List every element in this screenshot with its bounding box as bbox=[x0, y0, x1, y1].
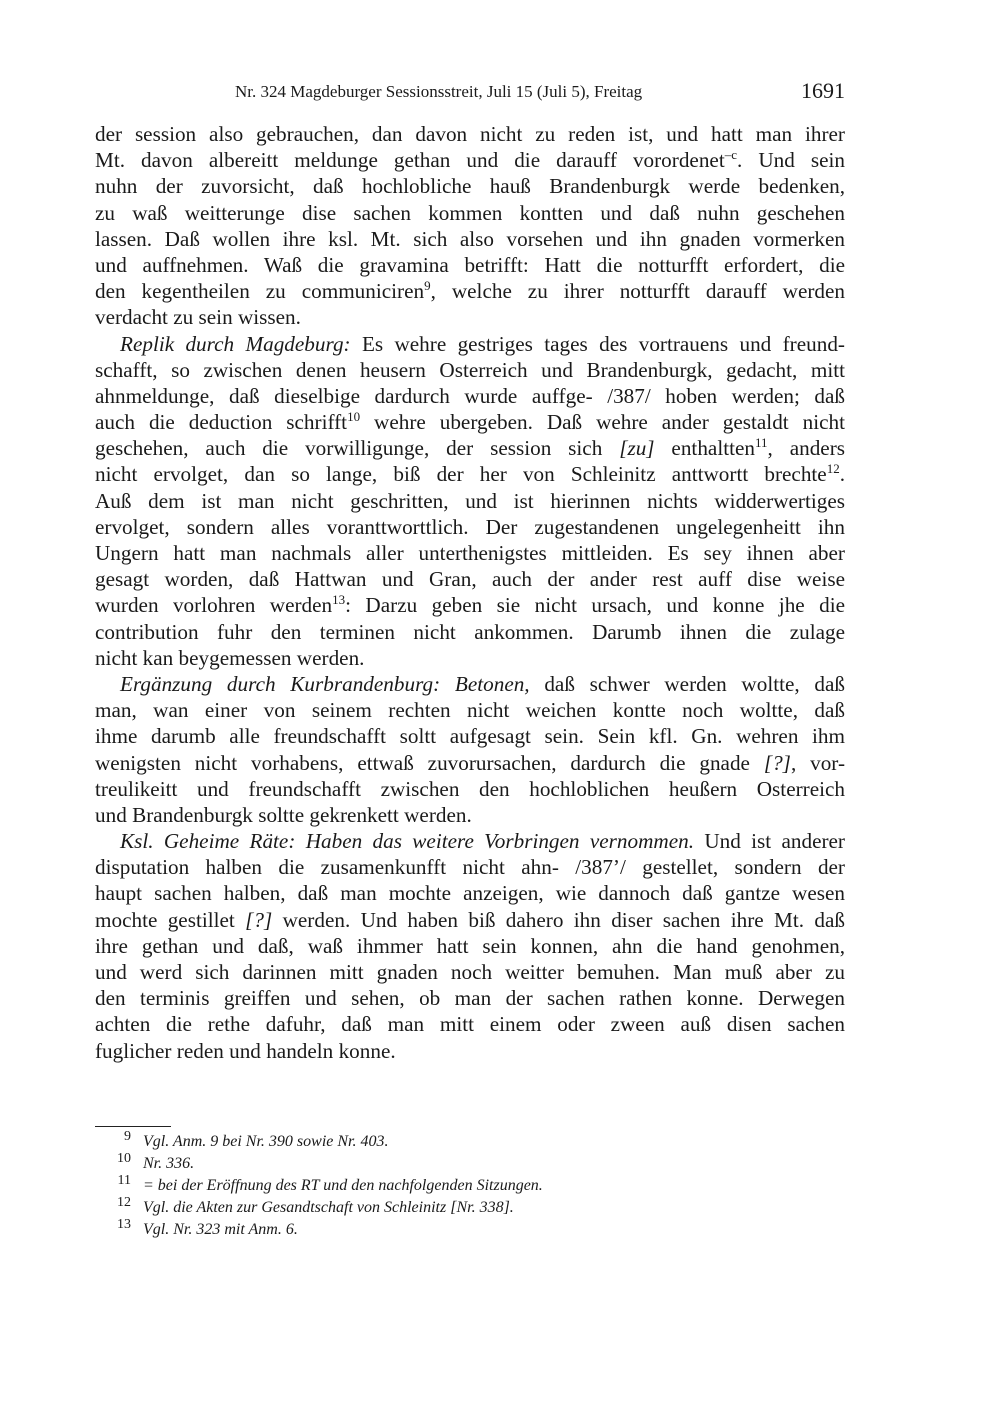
text-span: auch die deduction schrifft bbox=[95, 410, 348, 435]
text-span: nuhn der zuvorsicht, daß hochlobliche hauß Brandenburgk werde bedenken, bbox=[95, 174, 845, 199]
footnote-number: 10 bbox=[117, 1151, 131, 1166]
text-span: den terminis greiffen und sehen, ob man der sachen rathen konne. Derwegen bbox=[95, 986, 845, 1011]
text-line bbox=[95, 357, 845, 383]
footnote-text: = bei der Eröffnung des RT und den nachfolgenden Sitzungen. bbox=[143, 1177, 543, 1194]
footnote-text: Vgl. Anm. 9 bei Nr. 390 sowie Nr. 403. bbox=[143, 1133, 389, 1150]
text-span: . Und sein bbox=[737, 148, 845, 173]
text-line bbox=[95, 592, 845, 618]
text-line bbox=[95, 985, 845, 1011]
text-span: und werd sich darinnen mitt gnaden noch weitter bemuhen. Man muß aber zu bbox=[95, 960, 845, 984]
text-line bbox=[95, 200, 845, 226]
footnote bbox=[95, 1175, 795, 1197]
footnote bbox=[95, 1197, 795, 1219]
text-line bbox=[95, 173, 845, 199]
italic-text: Ergänzung durch Kurbrandenburg: Betonen, bbox=[120, 671, 530, 696]
text-line bbox=[95, 226, 845, 252]
text-line bbox=[95, 435, 845, 461]
text-span: daß schwer werden woltte, daß bbox=[529, 671, 845, 696]
italic-text: [?] bbox=[245, 907, 273, 932]
text-span: achten die rethe dafuhr, daß man mitt einem oder zween auß disen sachen bbox=[95, 1012, 845, 1037]
text-line bbox=[95, 304, 845, 330]
text-span: fuglicher reden und handeln konne. bbox=[95, 1038, 396, 1063]
text-line bbox=[95, 854, 845, 880]
text-span: und auffnehmen. Waß die gravamina betrifft: Hatt die notturfft erfordert, die bbox=[95, 252, 845, 277]
text-span: wehre ubergeben. Daß wehre ander gestaldt nicht bbox=[360, 410, 845, 435]
text-line bbox=[95, 461, 845, 487]
text-span: . bbox=[839, 462, 845, 487]
text-line bbox=[95, 147, 845, 173]
text-line bbox=[95, 907, 845, 933]
text-span: , vor- bbox=[790, 750, 845, 775]
text-span: ahnmeldunge, daß dieselbige dardurch wurde auffge- /387/ hoben werden; daß bbox=[95, 383, 845, 408]
text-span: , welche zu ihrer notturfft darauff werden bbox=[430, 279, 845, 304]
text-span: contribution fuhr den terminen nicht ankommen. Darumb ihnen die zulage bbox=[95, 619, 845, 644]
text-span: disputation halben die zusamenkunfft nicht ahn- /387’/ gestellet, sondern der bbox=[95, 855, 845, 880]
footnote-ref: 12 bbox=[826, 461, 840, 477]
footnote-text: Vgl. Nr. 323 mit Anm. 6. bbox=[143, 1221, 298, 1238]
running-head: Nr. 324 Magdeburger Sessionsstreit, Juli 15 (Juli 5), Freitag bbox=[235, 82, 643, 101]
text-line bbox=[95, 933, 845, 959]
text-span: enthaltten bbox=[654, 436, 755, 461]
text-line bbox=[95, 645, 845, 671]
text-span: schafft, so zwischen denen heusern Osterreich und Brandenburgk, gedacht, mitt bbox=[95, 357, 845, 382]
footnote bbox=[95, 1153, 795, 1175]
page-number: 1691 bbox=[801, 78, 845, 103]
footnote-number: 9 bbox=[124, 1129, 131, 1144]
footnote-ref: 9 bbox=[424, 278, 431, 294]
text-line bbox=[95, 1038, 845, 1064]
text-span: haupt sachen halben, daß man mochte anzeigen, wie dannoch daß gantze wesen bbox=[95, 881, 845, 906]
text-span: : Darzu geben sie nicht ursach, und konne jhe die bbox=[345, 593, 846, 618]
text-line bbox=[95, 880, 845, 906]
footnote-text: Nr. 336. bbox=[143, 1155, 195, 1172]
footnote-number: 13 bbox=[117, 1217, 131, 1232]
text-line bbox=[95, 802, 845, 828]
footnote-ref: 11 bbox=[754, 435, 768, 451]
text-span: wurden vorlohren werden bbox=[95, 593, 333, 618]
text-line bbox=[95, 671, 845, 697]
text-line bbox=[95, 959, 845, 985]
footnote-ref: 10 bbox=[347, 409, 361, 424]
text-span: wenigsten nicht vorhabens, ettwaß zuvorursachen, dardurch die gnade bbox=[95, 750, 764, 775]
text-line bbox=[95, 697, 845, 723]
text-span: zu waß weitterunge dise sachen kommen kontten und daß nuhn geschehen bbox=[95, 200, 845, 225]
text-span: lassen. Daß wollen ihre ksl. Mt. sich also vorsehen und ihn gnaden vormerken bbox=[95, 226, 845, 251]
footnote-number: 12 bbox=[117, 1195, 131, 1210]
text-span: gesagt worden, daß Hattwan und Gran, auch der ander rest auff dise weise bbox=[95, 567, 845, 592]
text-line bbox=[95, 331, 845, 357]
text-span: treulikeitt und freundschafft zwischen den hochloblichen heußern Osterreich bbox=[95, 776, 845, 801]
footnotes bbox=[95, 1131, 795, 1241]
text-span: Ungern hatt man nachmals aller unterthenigstes mittleiden. Es sey ihnen aber bbox=[95, 541, 845, 565]
main-text bbox=[95, 121, 845, 1064]
text-span: ihre gethan und daß, waß ihmmer hatt sein konnen, ahn die hand genohmen, bbox=[95, 933, 845, 958]
italic-text: Ksl. Geheime Räte: Haben das weitere Vorbringen vernommen. bbox=[120, 829, 694, 854]
text-line bbox=[95, 750, 845, 776]
text-span: nicht kan beygemessen werden. bbox=[95, 645, 365, 670]
text-line bbox=[95, 723, 845, 749]
text-span: der session also gebrauchen, dan davon nicht zu reden ist, und hatt man ihrer bbox=[95, 122, 845, 146]
footnote-ref: –c bbox=[724, 147, 737, 163]
text-line bbox=[95, 278, 845, 304]
italic-text: [zu] bbox=[619, 436, 655, 461]
text-span: ervolget, sondern alles voranttworttlich. Der zugestandenen ungelegenheitt ihn bbox=[95, 514, 845, 539]
italic-text: [?] bbox=[763, 750, 791, 775]
footnote bbox=[95, 1131, 795, 1153]
text-span: Und ist anderer bbox=[694, 829, 845, 854]
page-header bbox=[95, 80, 845, 106]
text-line bbox=[95, 566, 845, 592]
text-line bbox=[95, 409, 845, 435]
footnote-ref: 13 bbox=[332, 592, 346, 608]
text-span: den kegentheilen zu communiciren bbox=[95, 279, 425, 304]
text-line bbox=[95, 252, 845, 278]
text-span: man, wan einer von seinem rechten nicht weichen kontte noch woltte, daß bbox=[95, 698, 845, 723]
text-span: werden. Und haben biß dahero ihn diser sachen ihre Mt. daß bbox=[272, 907, 846, 932]
text-line bbox=[95, 488, 845, 514]
text-line bbox=[95, 121, 845, 147]
text-line bbox=[95, 383, 845, 409]
text-span: Es wehre gestriges tages des vortrauens und freund- bbox=[350, 331, 845, 356]
text-span: , anders bbox=[767, 436, 845, 461]
footnote-number: 11 bbox=[117, 1173, 131, 1188]
text-line bbox=[95, 619, 845, 645]
text-span: nicht ervolget, dan so lange, biß der her von Schleinitz anttwortt brechte bbox=[95, 462, 827, 487]
text-span: geschehen, auch die vorwilligunge, der session sich bbox=[95, 436, 620, 461]
text-span: Mt. davon albereitt meldunge gethan und die darauff vorordenet bbox=[95, 148, 725, 173]
italic-text: Replik durch Magdeburg: bbox=[120, 331, 351, 356]
text-line bbox=[95, 828, 845, 854]
text-line bbox=[95, 514, 845, 540]
text-span: und Brandenburgk soltte gekrenkett werden. bbox=[95, 802, 472, 827]
text-line bbox=[95, 1011, 845, 1037]
text-span: mochte gestillet bbox=[95, 907, 246, 932]
text-line bbox=[95, 776, 845, 802]
text-span: Auß dem ist man nicht geschritten, und ist hierinnen nichts widderwertiges bbox=[95, 488, 845, 513]
text-line bbox=[95, 540, 845, 566]
footnote-text: Vgl. die Akten zur Gesandtschaft von Schleinitz [Nr. 338]. bbox=[143, 1199, 514, 1216]
footnote bbox=[95, 1219, 795, 1241]
text-span: verdacht zu sein wissen. bbox=[95, 305, 301, 330]
text-span: ihme darumb alle freundschafft soltt aufgesagt sein. Sein kfl. Gn. wehren ihm bbox=[95, 724, 845, 749]
